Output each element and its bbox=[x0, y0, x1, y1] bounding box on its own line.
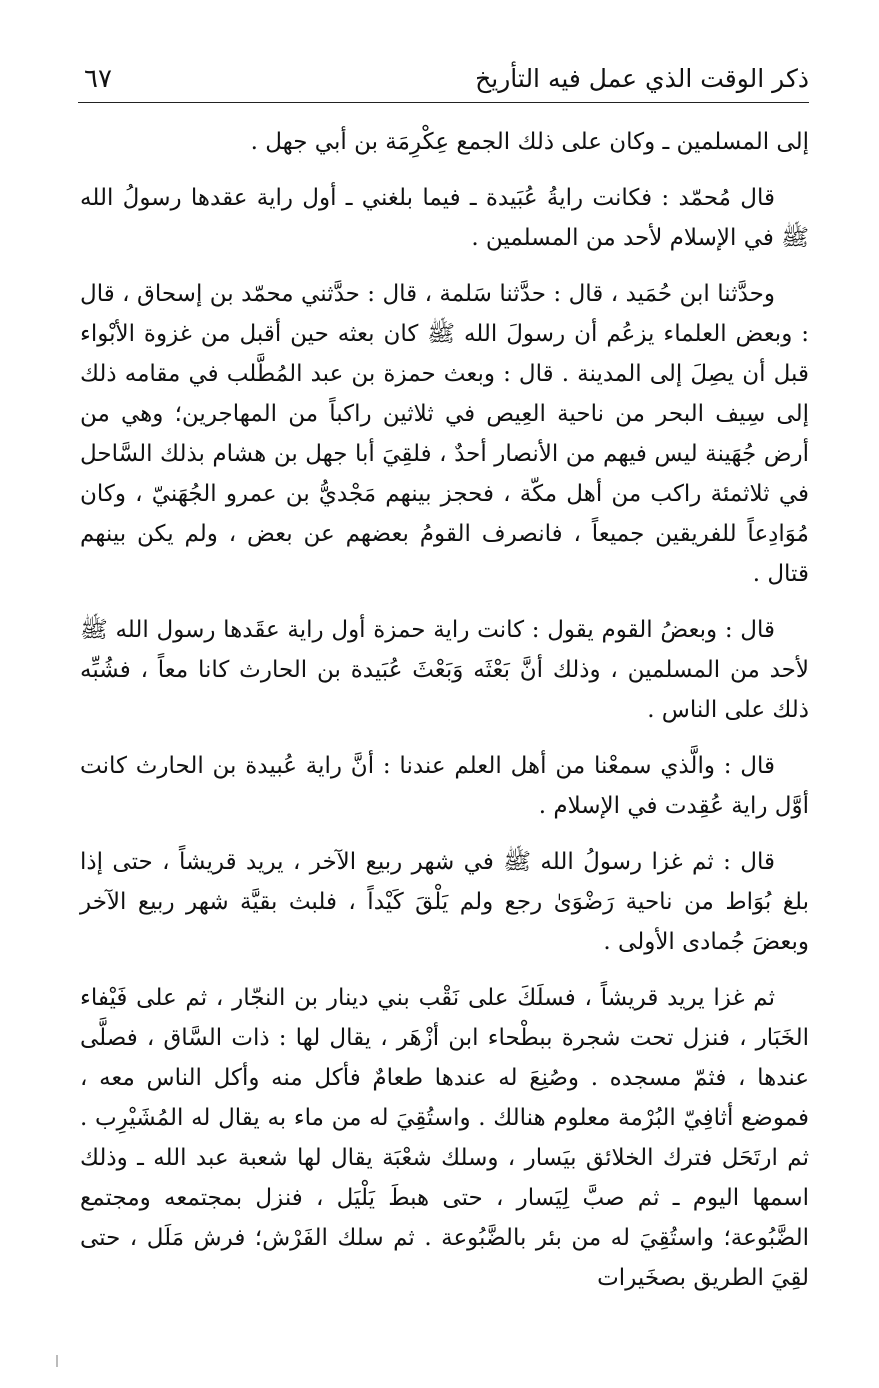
page-header bbox=[78, 52, 809, 103]
paragraph: وحدَّثنا ابن حُمَيد ، قال : حدَّثنا سَلمة ، قال : حدَّثني محمّد بن إسحاق ، قال : وبعض العلماء يزعُم أن رسولَ الله ﷺ كان بعثه حين أقبل من غزوة الأبْواء قبل أن يصِلَ إلى المدينة . قال : وبعث حمزة بن عبد المُطَّلب في مقامه ذلك إلى سِيف البحر من ناحية العِيص في ثلاثين راكباً من المهاجرين؛ وهي من أرض جُهَينة ليس فيهم من الأنصار أحدٌ ، فلقِيَ أبا جهل بن هشام بذلك السَّاحل في ثلاثمئة راكب من أهل مكّة ، فحجز بينهم مَجْديُّ بن عمرو الجُهَنيّ ، وكان مُوَادِعاً للفريقين جميعاً ، فانصرف القومُ بعضهم عن بعض ، ولم يكن بينهم قتال . bbox=[80, 281, 809, 587]
paragraph: ثم غزا يريد قريشاً ، فسلَكَ على نَقْب بني دينار بن النجّار ، ثم على فَيْفاء الخَبَار ، فنزل تحت شجرة ببطْحاء ابن أزْهَر ، يقال لها : ذات السَّاق ، فصلَّى عندها ، فثمّ مسجده . وصُنِعَ له عندها طعامٌ فأكل منه وأكل الناس معه ، فموضع أثافِيّ البُرْمة معلوم هنالك . واستُقِيَ له من ماء به يقال له المُشَيْرِب . ثم ارتَحَل فترك الخلائق بيَسار ، وسلك شعْبَة يقال لها شعبة عبد الله ـ وذلك اسمها اليوم ـ ثم صبَّ لِيَسار ، حتى هبطَ يَلْيَل ، فنزل بمجتمعه ومجتمع الضَّبُوعة؛ واستُقِيَ له من بئر بالضَّبُوعة . ثم سلك الفَرْش؛ فرش مَلَل ، حتى لقِيَ الطريق بصخَيرات bbox=[80, 985, 809, 1291]
paragraph: إلى المسلمين ـ وكان على ذلك الجمع عِكْرِمَة بن أبي جهل . bbox=[250, 129, 809, 155]
paragraph: قال : والَّذي سمعْنا من أهل العلم عندنا : أنَّ راية عُبيدة بن الحارث كانت أوَّل راية عُقِدت في الإسلام . bbox=[80, 753, 809, 819]
page-number: ٦٧ bbox=[84, 64, 112, 94]
margin-mark bbox=[56, 1355, 58, 1367]
paragraph: قال : ثم غزا رسولُ الله ﷺ في شهر ربيع الآخر ، يريد قريشاً ، حتى إذا بلغ بُوَاط من ناحية رَضْوَىٰ رجع ولم يَلْقَ كَيْداً ، فلبث بقيَّة شهر ربيع الآخر وبعضَ جُمادى الأولى . bbox=[80, 849, 809, 955]
paragraph: قال مُحمّد : فكانت رايةُ عُبَيدة ـ فيما بلغني ـ أول راية عقدها رسولُ الله ﷺ في الإسلام لأحد من المسلمين . bbox=[80, 185, 809, 251]
running-title: ذكر الوقت الذي عمل فيه التأريخ bbox=[475, 64, 809, 93]
body-text bbox=[80, 122, 809, 1314]
paragraph: قال : وبعضُ القوم يقول : كانت راية حمزة أول راية عقَدها رسول الله ﷺ لأحد من المسلمين ، وذلك أنَّ بَعْثَه وَبَعْثَ عُبَيدة بن الحارث كانا معاً ، فشُبِّه ذلك على الناس . bbox=[80, 617, 809, 723]
